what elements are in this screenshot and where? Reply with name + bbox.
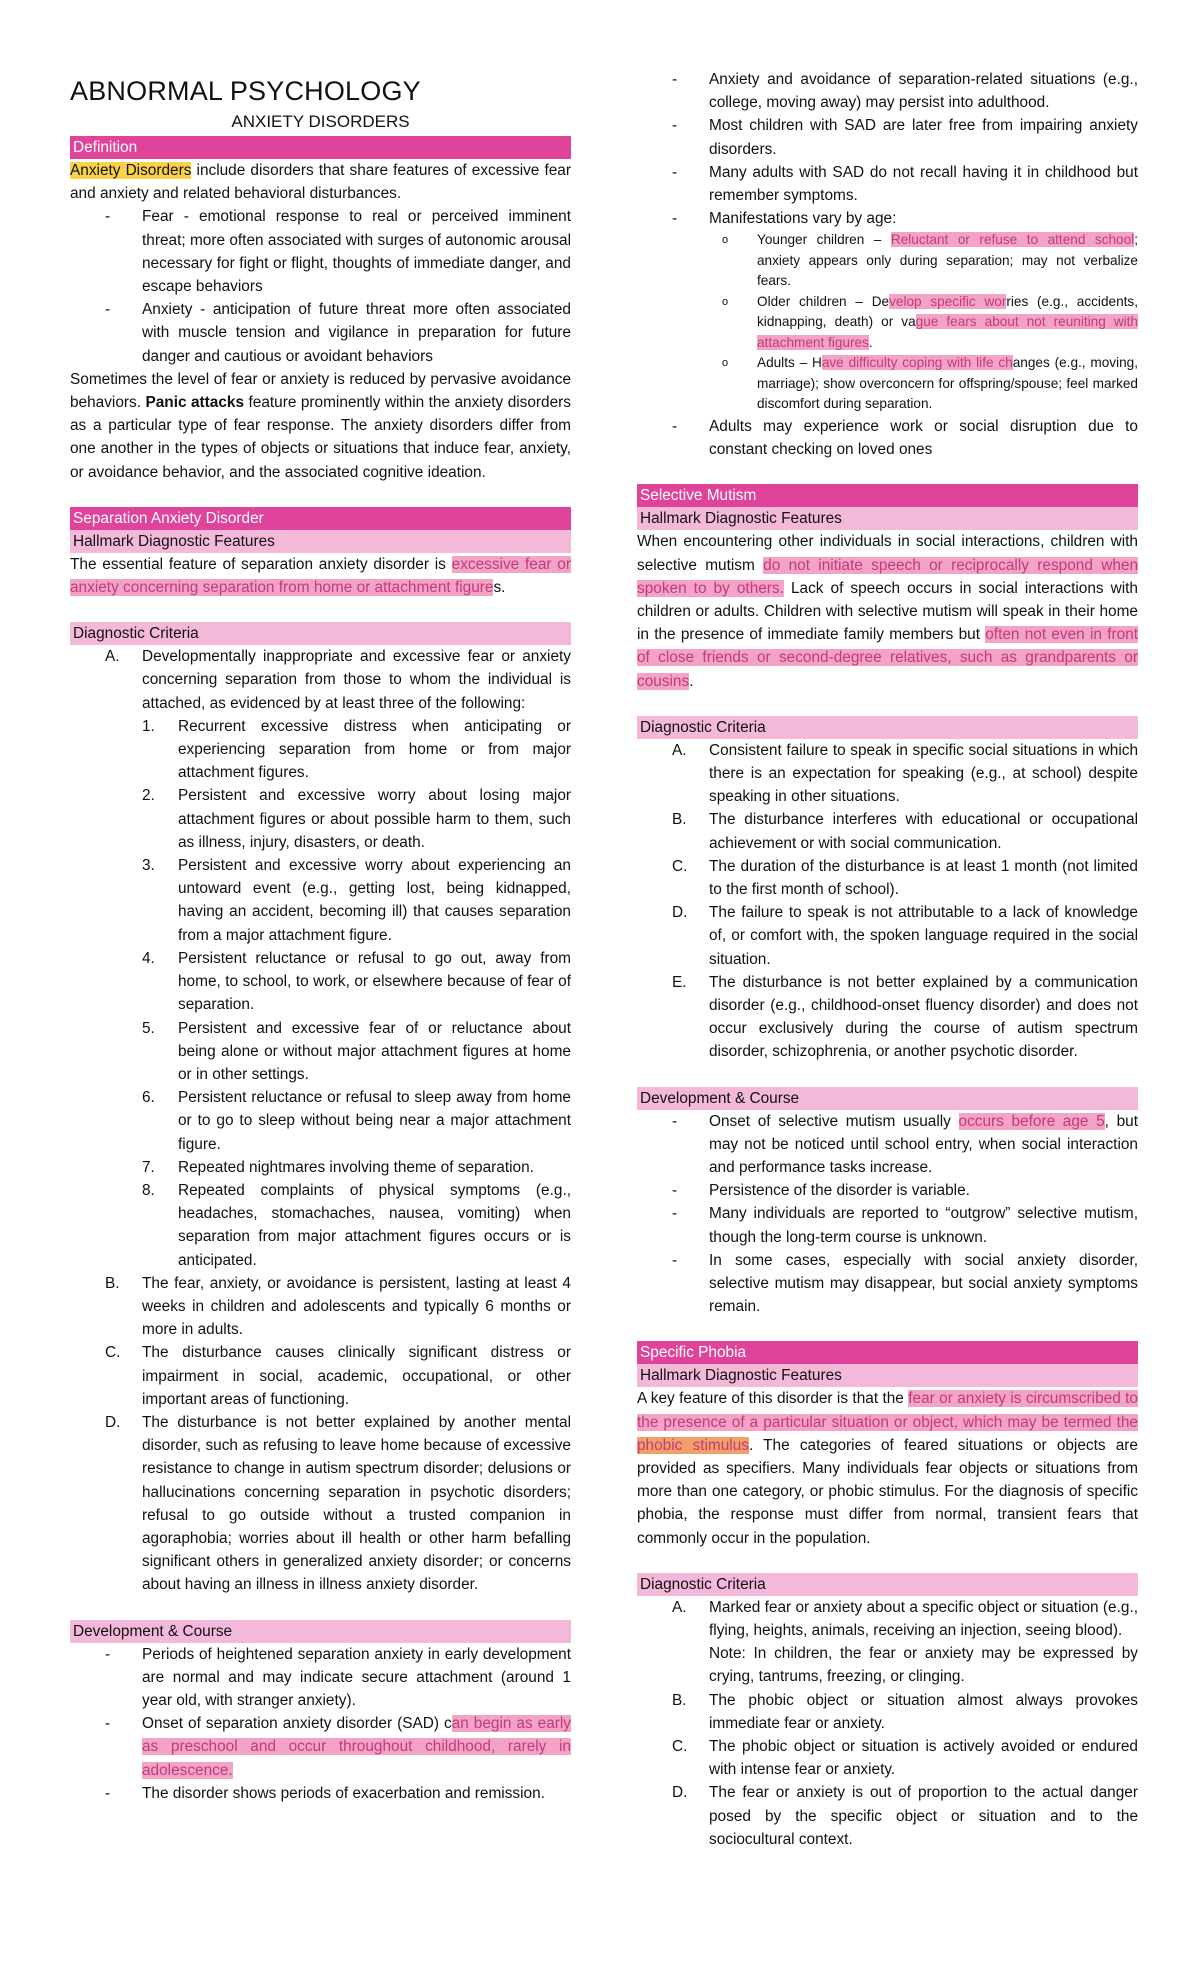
list-item: - Fear - emotional response to real or perceived imminent threat; more often associated with surges of autonomic arousal necessary for fight or flight, thoughts of immediate danger, and escape behaviors [70,205,571,298]
sm-development-header: Development & Course [637,1087,1138,1110]
list-item: - Onset of selective mutism usually occurs before age 5, but may not be noticed until school entry, when social interaction and performance tasks increase. [637,1110,1138,1180]
list-item: - Manifestations vary by age: [637,207,1138,230]
definition-paragraph: Sometimes the level of fear or anxiety is reduced by pervasive avoidance behaviors. Panic attacks feature prominently within the anxiety disorders as a particular type of fear response. The anxiety disorders differ from one another in the types of objects or situations that induce fear, anxiety, or avoidance behavior, and the associated cognitive ideation. [70,370,571,481]
highlight-anxiety-disorders: Anxiety Disorders [70,162,192,179]
sad-criteria-header: Diagnostic Criteria [70,622,571,645]
highlight-text: do not initiate speech or reciprocally respond when spoken to by others. [637,556,1138,597]
sad-development-header: Development & Course [70,1620,571,1643]
sp-criteria-list [637,1596,1138,1851]
sm-hallmark-header: Hallmark Diagnostic Features [637,507,1138,530]
left-column [70,70,571,1805]
highlight-text: an begin as early as preschool and occur throughout childhood, rarely in adolescence. [142,1715,572,1779]
list-item: o Older children – Develop specific worries (e.g., accidents, kidnapping, death) or vague fears about not reuniting with attachment figures. [722,293,1138,350]
sad-header: Separation Anxiety Disorder [70,507,571,530]
list-item: - Many individuals are reported to “outgrow” selective mutism, though the long-term course is unknown. [637,1202,1138,1248]
list-item: - Onset of separation anxiety disorder (SAD) can begin as early as preschool and occur throughout childhood, rarely in adolescence. [70,1712,571,1782]
highlight-text: fear or anxiety is circumscribed to the presence of a particular situation or object, which may be termed the [637,1390,1138,1431]
sm-criteria-header: Diagnostic Criteria [637,716,1138,739]
highlight-text: occurs before age 5 [958,1112,1105,1130]
criteria-item-c: C. The duration of the disturbance is at least 1 month (not limited to the first month of school). [672,857,1138,898]
criteria-item-d: D. The failure to speak is not attributable to a lack of knowledge of, or comfort with, the spoken language required in the social situation. [672,904,1138,968]
sub-criteria-item: 3. Persistent and excessive worry about experiencing an untoward event (e.g., getting lost, being kidnapped, having an accident, becoming ill) that causes separation from a major attachment figure. [142,857,571,944]
sp-hallmark-header: Hallmark Diagnostic Features [637,1364,1138,1387]
document-subtitle: ANXIETY DISORDERS [231,112,410,131]
highlight-phobic-stimulus: phobic stimulus [637,1436,749,1454]
criteria-item-e: E. The disturbance is not better explained by a communication disorder (e.g., childhood-onset fluency disorder) and does not occur exclusively during the course of autism spectrum disorder, schizophrenia, or another psychotic disorder. [672,973,1138,1061]
sub-criteria-item: 8. Repeated complaints of physical symptoms (e.g., headaches, stomachaches, nausea, vomiting) when separation from major attachment figures occurs or is anticipated. [142,1181,571,1269]
document-title: ABNORMAL PSYCHOLOGY [70,76,421,106]
highlight-text: gue fears about not reuniting with attachment figures [757,314,1138,350]
highlight-text: often not even in front of close friends or second-degree relatives, such as grandparents or cousins [637,626,1138,690]
list-item: - Most children with SAD are later free from impairing anxiety disorders. [637,114,1138,160]
sm-header: Selective Mutism [637,484,1138,507]
list-item: - Periods of heightened separation anxiety in early development are normal and may indicate secure attachment (around 1 year old, with stranger anxiety). [70,1643,571,1713]
list-item: - In some cases, especially with social anxiety disorder, selective mutism may disappear, but social anxiety symptoms remain. [637,1249,1138,1319]
highlight-text: excessive fear or anxiety concerning separation from home or attachment figure [70,555,571,597]
sub-criteria-item: 1. Recurrent excessive distress when anticipating or experiencing separation from home or from major attachment figures. [142,717,571,782]
criteria-item-b: B. The fear, anxiety, or avoidance is persistent, lasting at least 4 weeks in children and adolescents and typically 6 months or more in adults. [105,1274,571,1339]
sp-paragraph: A key feature of this disorder is that the fear or anxiety is circumscribed to the presence of a particular situation or object, which may be termed the phobic stimulus. The categories of feared situations or objects are provided as specifiers. Many individuals fear objects or situations from more than one category, or phobic stimulus. For the diagnosis of specific phobia, the response must differ from normal, transient fears that commonly occur in the population. [637,1390,1138,1547]
list-item: o Younger children – Reluctant or refuse to attend school; anxiety appears only during separation; may not verbalize fears. [722,232,1138,289]
sub-criteria-item: 7. Repeated nightmares involving theme of separation. [142,1158,534,1176]
circle-bullet-icon: o [722,234,729,247]
age-manifestations-list [637,230,1138,415]
highlight-text: ave difficulty coping with life ch [821,355,1013,371]
criteria-item-d: D. The fear or anxiety is out of proportion to the actual danger posed by the specific object or situation and to the sociocultural context. [672,1784,1138,1848]
sm-criteria-list [637,739,1138,1064]
definition-intro: Anxiety Disorders include disorders that share features of excessive fear and anxiety and related behavioral disturbances. [70,162,571,203]
list-item: - Adults may experience work or social disruption due to constant checking on loved ones [637,415,1138,461]
sad-development-list-end [637,415,1138,461]
criteria-item-a: A. Marked fear or anxiety about a specific object or situation (e.g., flying, heights, animals, receiving an injection, seeing blood). Note: In children, the fear or anxiety may be expressed by crying, tantrums, freezing, or clinging. [637,1596,1138,1689]
sad-criteria-list [70,645,571,1596]
criteria-item-d: D. The disturbance is not better explained by another mental disorder, such as refusing to leave home because of excessive resistance to change in autism spectrum disorder; delusions or hallucinations concerning separation in psychotic disorders; refusal to go outside without a trusted companion in agoraphobia; worries about ill health or other harm befalling significant others in generalized anxiety disorder; or concerns about having an illness in illness anxiety disorder. [105,1413,571,1594]
sub-criteria-item: 4. Persistent reluctance or refusal to go out, away from home, to school, to work, or elsewhere because of fear of separation. [142,949,571,1014]
sad-development-list [70,1643,571,1805]
sub-criteria-item: 2. Persistent and excessive worry about losing major attachment figures or about possible harm to them, such as illness, injury, disasters, or death. [142,787,571,851]
criteria-item-c: C. The disturbance causes clinically significant distress or impairment in social, academic, occupational, or other important areas of functioning. [105,1344,571,1408]
list-item: - Anxiety and avoidance of separation-related situations (e.g., college, moving away) may persist into adulthood. [637,68,1138,114]
list-item: - Persistence of the disorder is variable. [637,1179,1138,1202]
criteria-note: Note: In children, the fear or anxiety may be expressed by crying, tantrums, freezing, or clinging. [709,1645,1138,1686]
list-item: o Adults – Have difficulty coping with life changes (e.g., moving, marriage); show overconcern for offspring/spouse; feel marked discomfort during separation. [722,355,1138,412]
circle-bullet-icon: o [722,357,729,370]
definition-bullets [70,205,571,367]
bold-panic-attacks: Panic attacks [145,394,245,412]
criteria-item-b: B. The disturbance interferes with educational or occupational achievement or with social communication. [672,811,1138,852]
sad-sub-criteria [142,715,571,1272]
highlight-text: Reluctant or refuse to attend school [890,232,1135,248]
criteria-item-b: B. The phobic object or situation almost always provokes immediate fear or anxiety. [672,1691,1138,1732]
list-item: - Many adults with SAD do not recall having it in childhood but remember symptoms. [637,161,1138,207]
criteria-item-a: A. Consistent failure to speak in specific social situations in which there is an expectation for speaking (e.g., at school) despite speaking in other situations. [672,741,1138,806]
highlight-text: velop specific wor [889,293,1007,309]
list-item: - The disorder shows periods of exacerbation and remission. [70,1782,571,1805]
sad-essential-feature: The essential feature of separation anxiety disorder is excessive fear or anxiety concerning separation from home or attachment figures. [70,555,571,597]
criteria-item-a: A. Developmentally inappropriate and excessive fear or anxiety concerning separation from those to whom the individual is attached, as evidenced by at least three of the following: 1. Recurrent excessive distress when anticipating or experiencing separation from home or from major attachment figures. 2. Persistent and excessive worry about losing major attachment figures or about possible harm to them, such as illness, injury, disasters, or death. 3. Persistent and excessive worry about experiencing an untoward event (e.g., getting lost, being kidnapped, having an accident, becoming ill) that causes separation from a major attachment figure. 4. Persistent reluctance or refusal to go out, away from home, to school, to work, or elsewhere because of fear of separation. 5. Persistent and excessive fear of or reluctance about being alone or without major attachment figures at home or in other settings. 6. Persistent reluctance or refusal to sleep away from home or to go to sleep without being near a major attachment figure. 7. Repeated nightmares involving theme of separation. 8. Repeated complaints of physical symptoms (e.g., headaches, stomachaches, nausea, vomiting) when separation from major attachment figures occurs or is anticipated. [70,645,571,1271]
sm-development-list [637,1110,1138,1319]
right-column [637,68,1138,1851]
list-item: - Anxiety - anticipation of future threat more often associated with muscle tension and vigilance in preparation for future danger and cautious or avoidant behaviors [70,298,571,368]
criteria-item-c: C. The phobic object or situation is actively avoided or endured with intense fear or anxiety. [672,1738,1138,1779]
sp-criteria-header: Diagnostic Criteria [637,1573,1138,1596]
circle-bullet-icon: o [722,295,729,308]
sub-criteria-item: 5. Persistent and excessive fear of or reluctance about being alone or without major attachment figures at home or in other settings. [142,1019,571,1083]
sad-hallmark-header: Hallmark Diagnostic Features [70,530,571,553]
sad-development-list-continued [637,68,1138,230]
sp-header: Specific Phobia [637,1341,1138,1364]
sm-paragraph: When encountering other individuals in social interactions, children with selective mutism do not initiate speech or reciprocally respond when spoken to by others. Lack of speech occurs in social interactions with children or adults. Children with selective mutism will speak in their home in the presence of immediate family members but often not even in front of close friends or second-degree relatives, such as grandparents or cousins. [637,533,1138,690]
definition-header: Definition [70,136,571,159]
sub-criteria-item: 6. Persistent reluctance or refusal to sleep away from home or to go to sleep without being near a major attachment figure. [142,1089,571,1153]
